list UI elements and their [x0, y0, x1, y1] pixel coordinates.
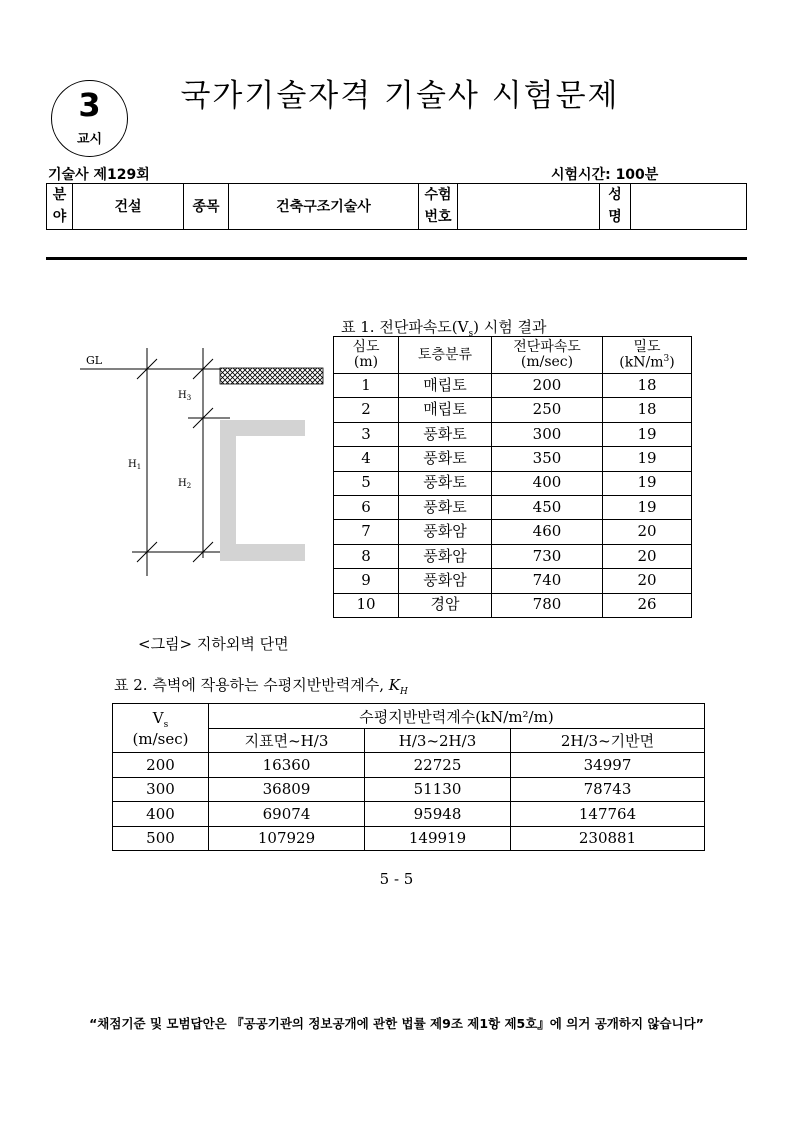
figure-caption: <그림> 지하외벽 단면 [138, 635, 289, 653]
table-cell: 730 [492, 544, 603, 568]
exam-info-table [46, 183, 747, 230]
exam-time: 시험시간: 100분 [551, 167, 659, 183]
table-row [334, 520, 692, 544]
h1-label: $H_1$ [128, 459, 142, 471]
table-cell: 풍화암 [399, 569, 492, 593]
table-row [334, 593, 692, 617]
table-cell: 200 [492, 374, 603, 398]
table-cell: 69074 [209, 802, 365, 826]
session-number: 3 [78, 86, 101, 124]
table-cell: 400 [113, 802, 209, 826]
basement-wall [220, 420, 305, 561]
table-cell: 16360 [209, 753, 365, 777]
table-cell: 2 [334, 398, 399, 422]
table2-subheader: H/3~2H/3 [365, 729, 511, 753]
table-cell: 6 [334, 495, 399, 519]
table-cell: 780 [492, 593, 603, 617]
header-divider [46, 257, 747, 260]
table-row [113, 802, 705, 826]
ground-hatch [220, 368, 323, 384]
table-cell: 147764 [511, 802, 705, 826]
exam-number-field[interactable] [458, 184, 600, 230]
table-cell: 19 [603, 447, 692, 471]
table-cell: 3 [334, 422, 399, 446]
exam-number-label: 수험번호 [419, 184, 458, 230]
table2-header-vs: $V_s$ (m/sec) [113, 704, 209, 753]
table-cell: 풍화토 [399, 471, 492, 495]
table-cell: 1 [334, 374, 399, 398]
table-cell: 10 [334, 593, 399, 617]
table-cell: 149919 [365, 826, 511, 850]
table-cell: 34997 [511, 753, 705, 777]
table-cell: 200 [113, 753, 209, 777]
table1-header-velocity: 전단파속도 (m/sec) [492, 337, 603, 374]
page-number: 5 - 5 [379, 870, 414, 888]
category-label: 종목 [184, 184, 229, 230]
h2-label: $H_2$ [178, 478, 192, 490]
table-row [334, 398, 692, 422]
table-cell: 400 [492, 471, 603, 495]
table-cell: 매립토 [399, 374, 492, 398]
table-cell: 22725 [365, 753, 511, 777]
table2-caption: 표 2. 측벽에 작용하는 수평지반반력계수, $K_H$ [114, 676, 408, 697]
category-value: 건축구조기술사 [229, 184, 419, 230]
table-cell: 740 [492, 569, 603, 593]
session-label: 교시 [76, 132, 103, 147]
table-cell: 450 [492, 495, 603, 519]
table-cell: 풍화토 [399, 495, 492, 519]
table-row [113, 826, 705, 850]
table-cell: 19 [603, 422, 692, 446]
table-cell: 풍화토 [399, 447, 492, 471]
table-row [334, 422, 692, 446]
table-row [334, 447, 692, 471]
table-row [334, 471, 692, 495]
table-cell: 경암 [399, 593, 492, 617]
table-cell: 107929 [209, 826, 365, 850]
basement-wall-section-figure [70, 340, 330, 580]
footer-notice: “채점기준 및 모범답안은 『공공기관의 정보공개에 관한 법률 제9조 제1항 제5호』에 의거 공개하지 않습니다” [89, 1016, 704, 1031]
exam-round: 기술사 제129회 [48, 167, 150, 183]
horizontal-subgrade-reaction-table [112, 703, 705, 851]
table-cell: 300 [492, 422, 603, 446]
table-cell: 18 [603, 398, 692, 422]
table1-header-depth: 심도 (m) [334, 337, 399, 374]
name-field[interactable] [631, 184, 747, 230]
table-cell: 풍화암 [399, 544, 492, 568]
table-row [334, 544, 692, 568]
table-cell: 9 [334, 569, 399, 593]
table-cell: 5 [334, 471, 399, 495]
table-cell: 500 [113, 826, 209, 850]
shear-wave-velocity-table [333, 336, 692, 618]
table-cell: 풍화토 [399, 422, 492, 446]
h3-label: $H_3$ [178, 390, 192, 402]
table-cell: 8 [334, 544, 399, 568]
name-label: 성명 [600, 184, 631, 230]
table-cell: 460 [492, 520, 603, 544]
table2-subheader: 지표면~H/3 [209, 729, 365, 753]
table-cell: 230881 [511, 826, 705, 850]
table-row [334, 569, 692, 593]
table-cell: 95948 [365, 802, 511, 826]
table-cell: 26 [603, 593, 692, 617]
table-row [113, 777, 705, 801]
table-row [113, 753, 705, 777]
table-cell: 18 [603, 374, 692, 398]
table1-caption: 표 1. 전단파속도$(V_s)$ 시험 결과 [341, 318, 547, 339]
table-cell: 풍화암 [399, 520, 492, 544]
table-row [334, 374, 692, 398]
table-cell: 매립토 [399, 398, 492, 422]
table2-group-header: 수평지반반력계수(kN/m²/m) [209, 704, 705, 729]
gl-label: GL [86, 354, 103, 367]
table-cell: 7 [334, 520, 399, 544]
field-value: 건설 [73, 184, 184, 230]
table-cell: 250 [492, 398, 603, 422]
table-cell: 51130 [365, 777, 511, 801]
table-cell: 19 [603, 495, 692, 519]
table-cell: 36809 [209, 777, 365, 801]
table1-header-density: 밀도 $(kN/m^3)$ [603, 337, 692, 374]
table-cell: 4 [334, 447, 399, 471]
table-cell: 78743 [511, 777, 705, 801]
table-cell: 350 [492, 447, 603, 471]
table-cell: 20 [603, 520, 692, 544]
table-cell: 300 [113, 777, 209, 801]
table-row [334, 495, 692, 519]
page-title: 국가기술자격 기술사 시험문제 [180, 78, 620, 114]
field-label: 분야 [47, 184, 73, 230]
table-cell: 20 [603, 569, 692, 593]
table1-header-soil: 토층분류 [399, 337, 492, 374]
table2-subheader: 2H/3~기반면 [511, 729, 705, 753]
table-cell: 20 [603, 544, 692, 568]
table-cell: 19 [603, 471, 692, 495]
